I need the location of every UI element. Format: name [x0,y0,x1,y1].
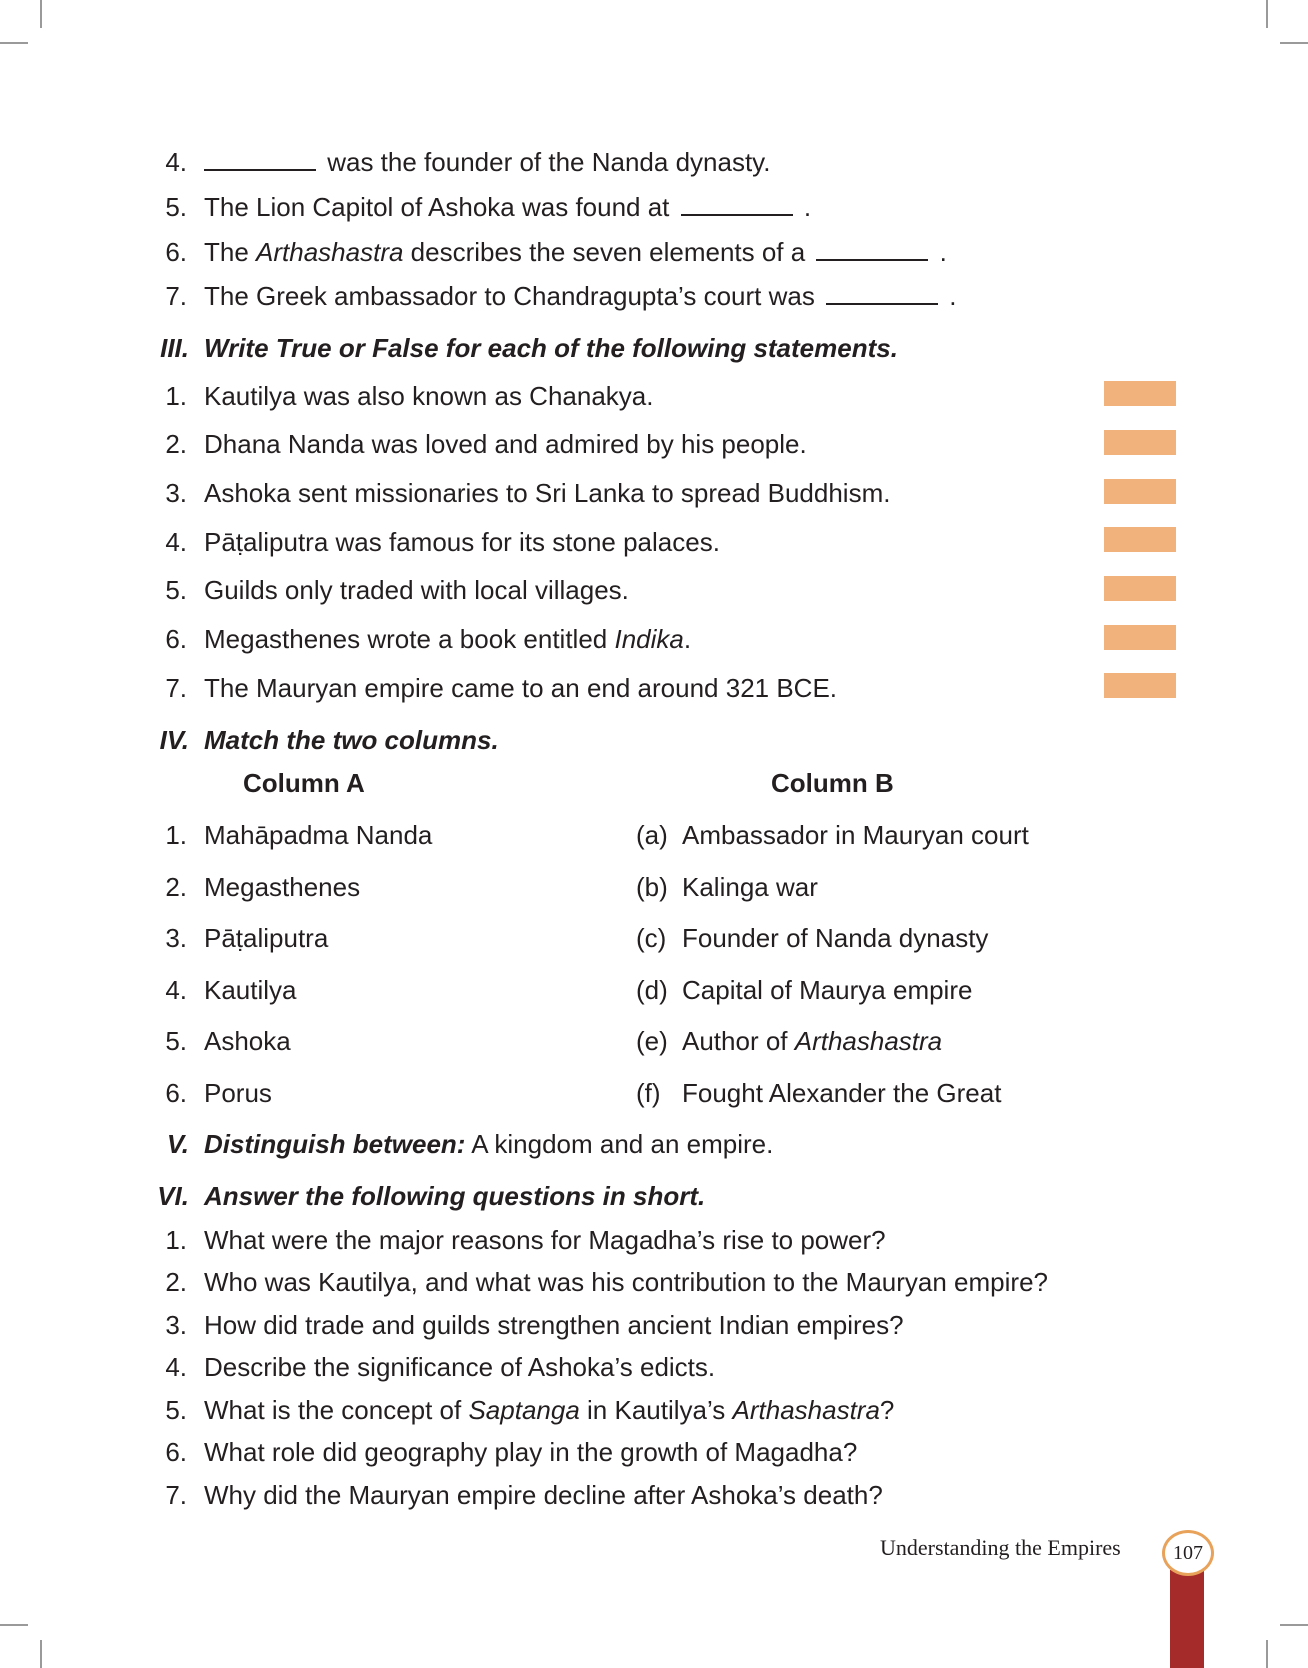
statement-text: Kautilya was also known as Chanakya. [204,381,654,411]
item-number: 1. [165,820,187,850]
question-text: How did trade and guilds strengthen ancient Indian empires? [204,1310,904,1340]
column-b-item: Kalinga war [682,872,818,902]
item-number: 3. [165,478,187,508]
column-a-item: Porus [204,1078,272,1108]
column-b-heading: Column B [771,768,894,798]
crop-mark [40,0,42,28]
section-title: Answer the following questions in short. [204,1181,706,1211]
column-b-label: (e) [636,1026,668,1056]
answer-box[interactable] [1104,381,1176,406]
section-title: Write True or False for each of the following statements. [204,333,898,363]
section-number: IV. [159,725,189,755]
column-b-item: Founder of Nanda dynasty [682,923,989,953]
question-text: What role did geography play in the growth of Magadha? [204,1437,858,1467]
statement-text: Dhana Nanda was loved and admired by his people. [204,429,807,459]
item-number: 6. [165,1437,187,1467]
column-b-item: Author of Arthashastra [682,1026,943,1056]
answer-blank [204,147,316,171]
column-a-heading: Column A [243,768,365,798]
crop-mark [0,42,28,44]
crop-mark [1280,42,1308,44]
page-ribbon [1170,1570,1204,1668]
item-number: 1. [165,381,187,411]
item-number: 3. [165,923,187,953]
column-b-item: Fought Alexander the Great [682,1078,1002,1108]
answer-box[interactable] [1104,479,1176,504]
section-title: Match the two columns. [204,725,499,755]
question-text: Describe the significance of Ashoka’s edicts. [204,1352,716,1382]
item-number: 2. [165,429,187,459]
answer-box[interactable] [1104,430,1176,455]
item-number: 2. [165,1267,187,1297]
column-b-label: (c) [636,923,667,953]
question-text: Why did the Mauryan empire decline after Ashoka’s death? [204,1480,883,1510]
column-b-label: (d) [636,975,668,1005]
item-number: 4. [165,527,187,557]
item-number: 7. [165,1480,187,1510]
item-number: 5. [165,192,187,222]
column-b-label: (b) [636,872,668,902]
answer-box[interactable] [1104,673,1176,698]
question-text: Who was Kautilya, and what was his contribution to the Mauryan empire? [204,1267,1048,1297]
answer-box[interactable] [1104,527,1176,552]
column-b-label: (a) [636,820,668,850]
column-b-item: Capital of Maurya empire [682,975,973,1005]
column-b-label: (f) [636,1078,661,1108]
page-number: 107 [1162,1530,1214,1576]
statement-text: Pāṭaliputra was famous for its stone palaces. [204,527,720,557]
item-number: 2. [165,872,187,902]
crop-mark [1266,0,1268,28]
crop-mark [1280,1624,1308,1626]
statement-text: Ashoka sent missionaries to Sri Lanka to spread Buddhism. [204,478,891,508]
section-number: VI. [157,1181,189,1211]
statement-text: The Mauryan empire came to an end around 321 BCE. [204,673,838,703]
column-a-item: Mahāpadma Nanda [204,820,433,850]
statement-text: Guilds only traded with local villages. [204,575,629,605]
answer-blank [816,237,928,261]
item-number: 6. [165,624,187,654]
item-number: 1. [165,1225,187,1255]
item-number: 5. [165,1395,187,1425]
item-number: 6. [165,1078,187,1108]
answer-box[interactable] [1104,576,1176,601]
section-title: Distinguish between: [204,1129,466,1159]
question-text: What is the concept of Saptanga in Kautilya’s Arthashastra? [204,1395,895,1425]
chapter-title-footer: Understanding the Empires [880,1535,1121,1560]
question-text: What were the major reasons for Magadha’s rise to power? [204,1225,886,1255]
item-number: 4. [165,1352,187,1382]
item-number: 4. [165,975,187,1005]
answer-box[interactable] [1104,625,1176,650]
column-a-item: Ashoka [204,1026,291,1056]
crop-mark [40,1640,42,1668]
crop-mark [0,1624,28,1626]
item-number: 3. [165,1310,187,1340]
statement-text: Megasthenes wrote a book entitled Indika. [204,624,692,654]
item-number: 5. [165,575,187,605]
answer-blank [681,192,793,216]
column-b-item: Ambassador in Mauryan court [682,820,1029,850]
item-number: 6. [165,237,187,267]
answer-blank [826,281,938,305]
item-number: 7. [165,673,187,703]
column-a-item: Kautilya [204,975,297,1005]
item-number: 5. [165,1026,187,1056]
crop-mark [1266,1640,1268,1668]
item-number: 4. [165,147,187,177]
column-a-item: Megasthenes [204,872,361,902]
item-number: 7. [165,281,187,311]
column-a-item: Pāṭaliputra [204,923,329,953]
section-number: V. [166,1129,189,1159]
section-number: III. [160,333,189,363]
